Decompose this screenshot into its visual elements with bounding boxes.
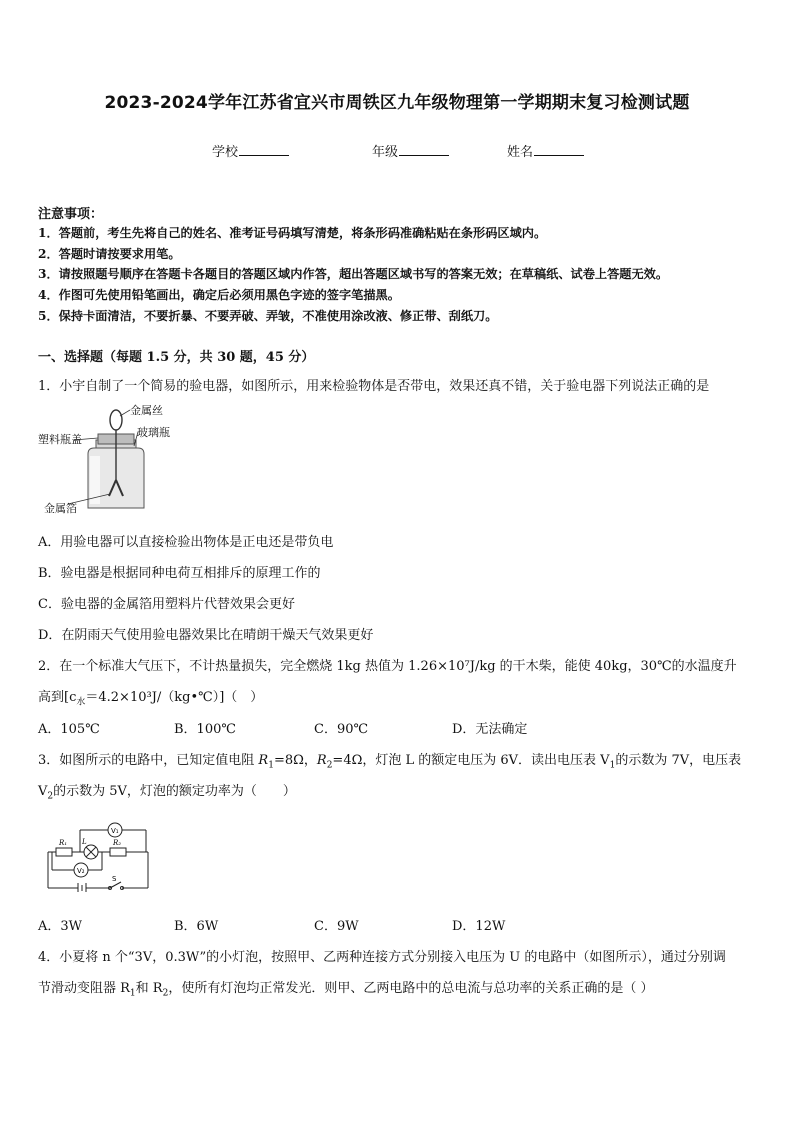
q4-text-c: ，使所有灯泡均正常发光．则甲、乙两电路中的总电流与总功率的关系正确的是（ ）: [168, 981, 654, 996]
circuit-r2-label: R₂: [113, 839, 122, 847]
label-bottle: 玻璃瓶: [137, 426, 170, 439]
q3-r2-sub: 2: [326, 760, 333, 771]
question-3-line2: [38, 780, 296, 802]
school-field: [212, 141, 289, 160]
q3-option-b: B．6W: [174, 919, 219, 934]
question-2-line1: 2．在一个标准大气压下，不计热量损失，完全燃烧 1kg 热值为 1.26×10⁷J/kg 的干木柴，能使 40kg，30℃的水温度升: [38, 659, 737, 674]
q3-text-d: 的示数为 7V，电压表: [615, 753, 742, 768]
label-cap: 塑料瓶盖: [38, 433, 82, 446]
q3-option-c: C．9W: [314, 919, 359, 934]
q2-option-c: C．90℃: [314, 722, 369, 737]
electroscope-figure: [38, 398, 188, 516]
grade-label: 年级: [372, 145, 399, 160]
question-4-line2: [38, 977, 653, 999]
q3-v2-sub: 2: [47, 791, 54, 802]
notes-heading: 注意事项：: [38, 207, 104, 222]
name-blank: [534, 143, 584, 156]
circuit-s-label: S: [112, 875, 117, 883]
school-blank: [239, 143, 289, 156]
note-item: 4．作图可先使用铅笔画出，确定后必须用黑色字迹的签字笔描黑。: [38, 288, 400, 302]
q3-r1-sub: 1: [268, 760, 274, 771]
q3-r2: R: [316, 753, 327, 768]
section-heading: 一、选择题（每题 1.5 分，共 30 题，45 分）: [38, 350, 315, 365]
grade-blank: [399, 143, 449, 156]
q4-sub-1: 1: [129, 988, 136, 999]
page-title: 2023-2024学年江苏省宜兴市周铁区九年级物理第一学期期末复习检测试题: [104, 93, 690, 113]
q4-text-b: 和 R: [135, 981, 163, 996]
q3-text-a: 3．如图所示的电路中，已知定值电阻: [38, 753, 259, 768]
q2-text-a: 高到[c: [38, 690, 77, 705]
q3-option-a: A．3W: [38, 919, 83, 934]
note-item: 3．请按照题号顺序在答题卡各题目的答题区域内作答，超出答题区域书写的答案无效；在草稿纸、试卷上答题无效。: [38, 267, 669, 281]
question-3-line1: [38, 749, 741, 771]
question-4-line1: 4．小夏将 n 个“3V，0.3W”的小灯泡，按照甲、乙两种连接方式分别接入电压为 U 的电路中（如图所示），通过分别调: [38, 950, 726, 965]
q2-sub-water: 水: [76, 697, 86, 708]
q3-v1-sub: 1: [609, 760, 616, 771]
circuit-v1-label: V₁: [111, 827, 119, 835]
q3-text-b: =8Ω，: [273, 753, 317, 768]
q1-option-b: B．验电器是根据同种电荷互相排斥的原理工作的: [38, 566, 321, 581]
q2-option-b: B．100℃: [174, 722, 236, 737]
name-label: 姓名: [507, 145, 534, 160]
name-field: [507, 141, 584, 160]
label-foil: 金属箔: [44, 502, 77, 515]
q3-option-d: D．12W: [452, 919, 506, 934]
note-item: 2．答题时请按要求用笔。: [38, 247, 181, 261]
q3-r1: R: [258, 753, 269, 768]
question-1-stem: 1．小宇自制了一个简易的验电器，如图所示，用来检验物体是否带电，效果还真不错，关于验电器下列说法正确的是: [38, 379, 710, 394]
grade-field: [372, 141, 449, 160]
q4-sub-2: 2: [162, 988, 169, 999]
circuit-l-label: L: [82, 838, 87, 846]
q2-option-a: A．105℃: [38, 722, 100, 737]
q3-text-f: 的示数为 5V，灯泡的额定功率为（ ）: [53, 784, 296, 799]
q4-text-a: 节滑动变阻器 R: [38, 981, 130, 996]
circuit-r1-label: R₁: [59, 839, 68, 847]
q1-option-d: D．在阴雨天气使用验电器效果比在晴朗干燥天气效果更好: [38, 628, 374, 643]
label-wire: 金属丝: [130, 404, 163, 417]
circuit-v2-label: V₂: [77, 867, 85, 875]
q2-option-d: D．无法确定: [452, 722, 528, 737]
q3-text-e: V: [38, 784, 48, 799]
q1-option-a: A．用验电器可以直接检验出物体是正电还是带负电: [38, 535, 334, 550]
school-label: 学校: [212, 145, 239, 160]
q2-text-b: ＝4.2×10³J/（kg•℃）]（ ）: [85, 690, 264, 705]
q1-option-c: C．验电器的金属箔用塑料片代替效果会更好: [38, 597, 295, 612]
q3-text-c: =4Ω，灯泡 L 的额定电压为 6V．读出电压表 V: [332, 753, 610, 768]
note-item: 1．答题前，考生先将自己的姓名、准考证号码填写清楚，将条形码准确粘贴在条形码区域内。: [38, 226, 547, 240]
circuit-diagram: [42, 818, 154, 892]
question-2-line2: [38, 686, 263, 708]
note-item: 5．保持卡面清洁，不要折暴、不要弄破、弄皱，不准使用涂改液、修正带、刮纸刀。: [38, 309, 498, 323]
